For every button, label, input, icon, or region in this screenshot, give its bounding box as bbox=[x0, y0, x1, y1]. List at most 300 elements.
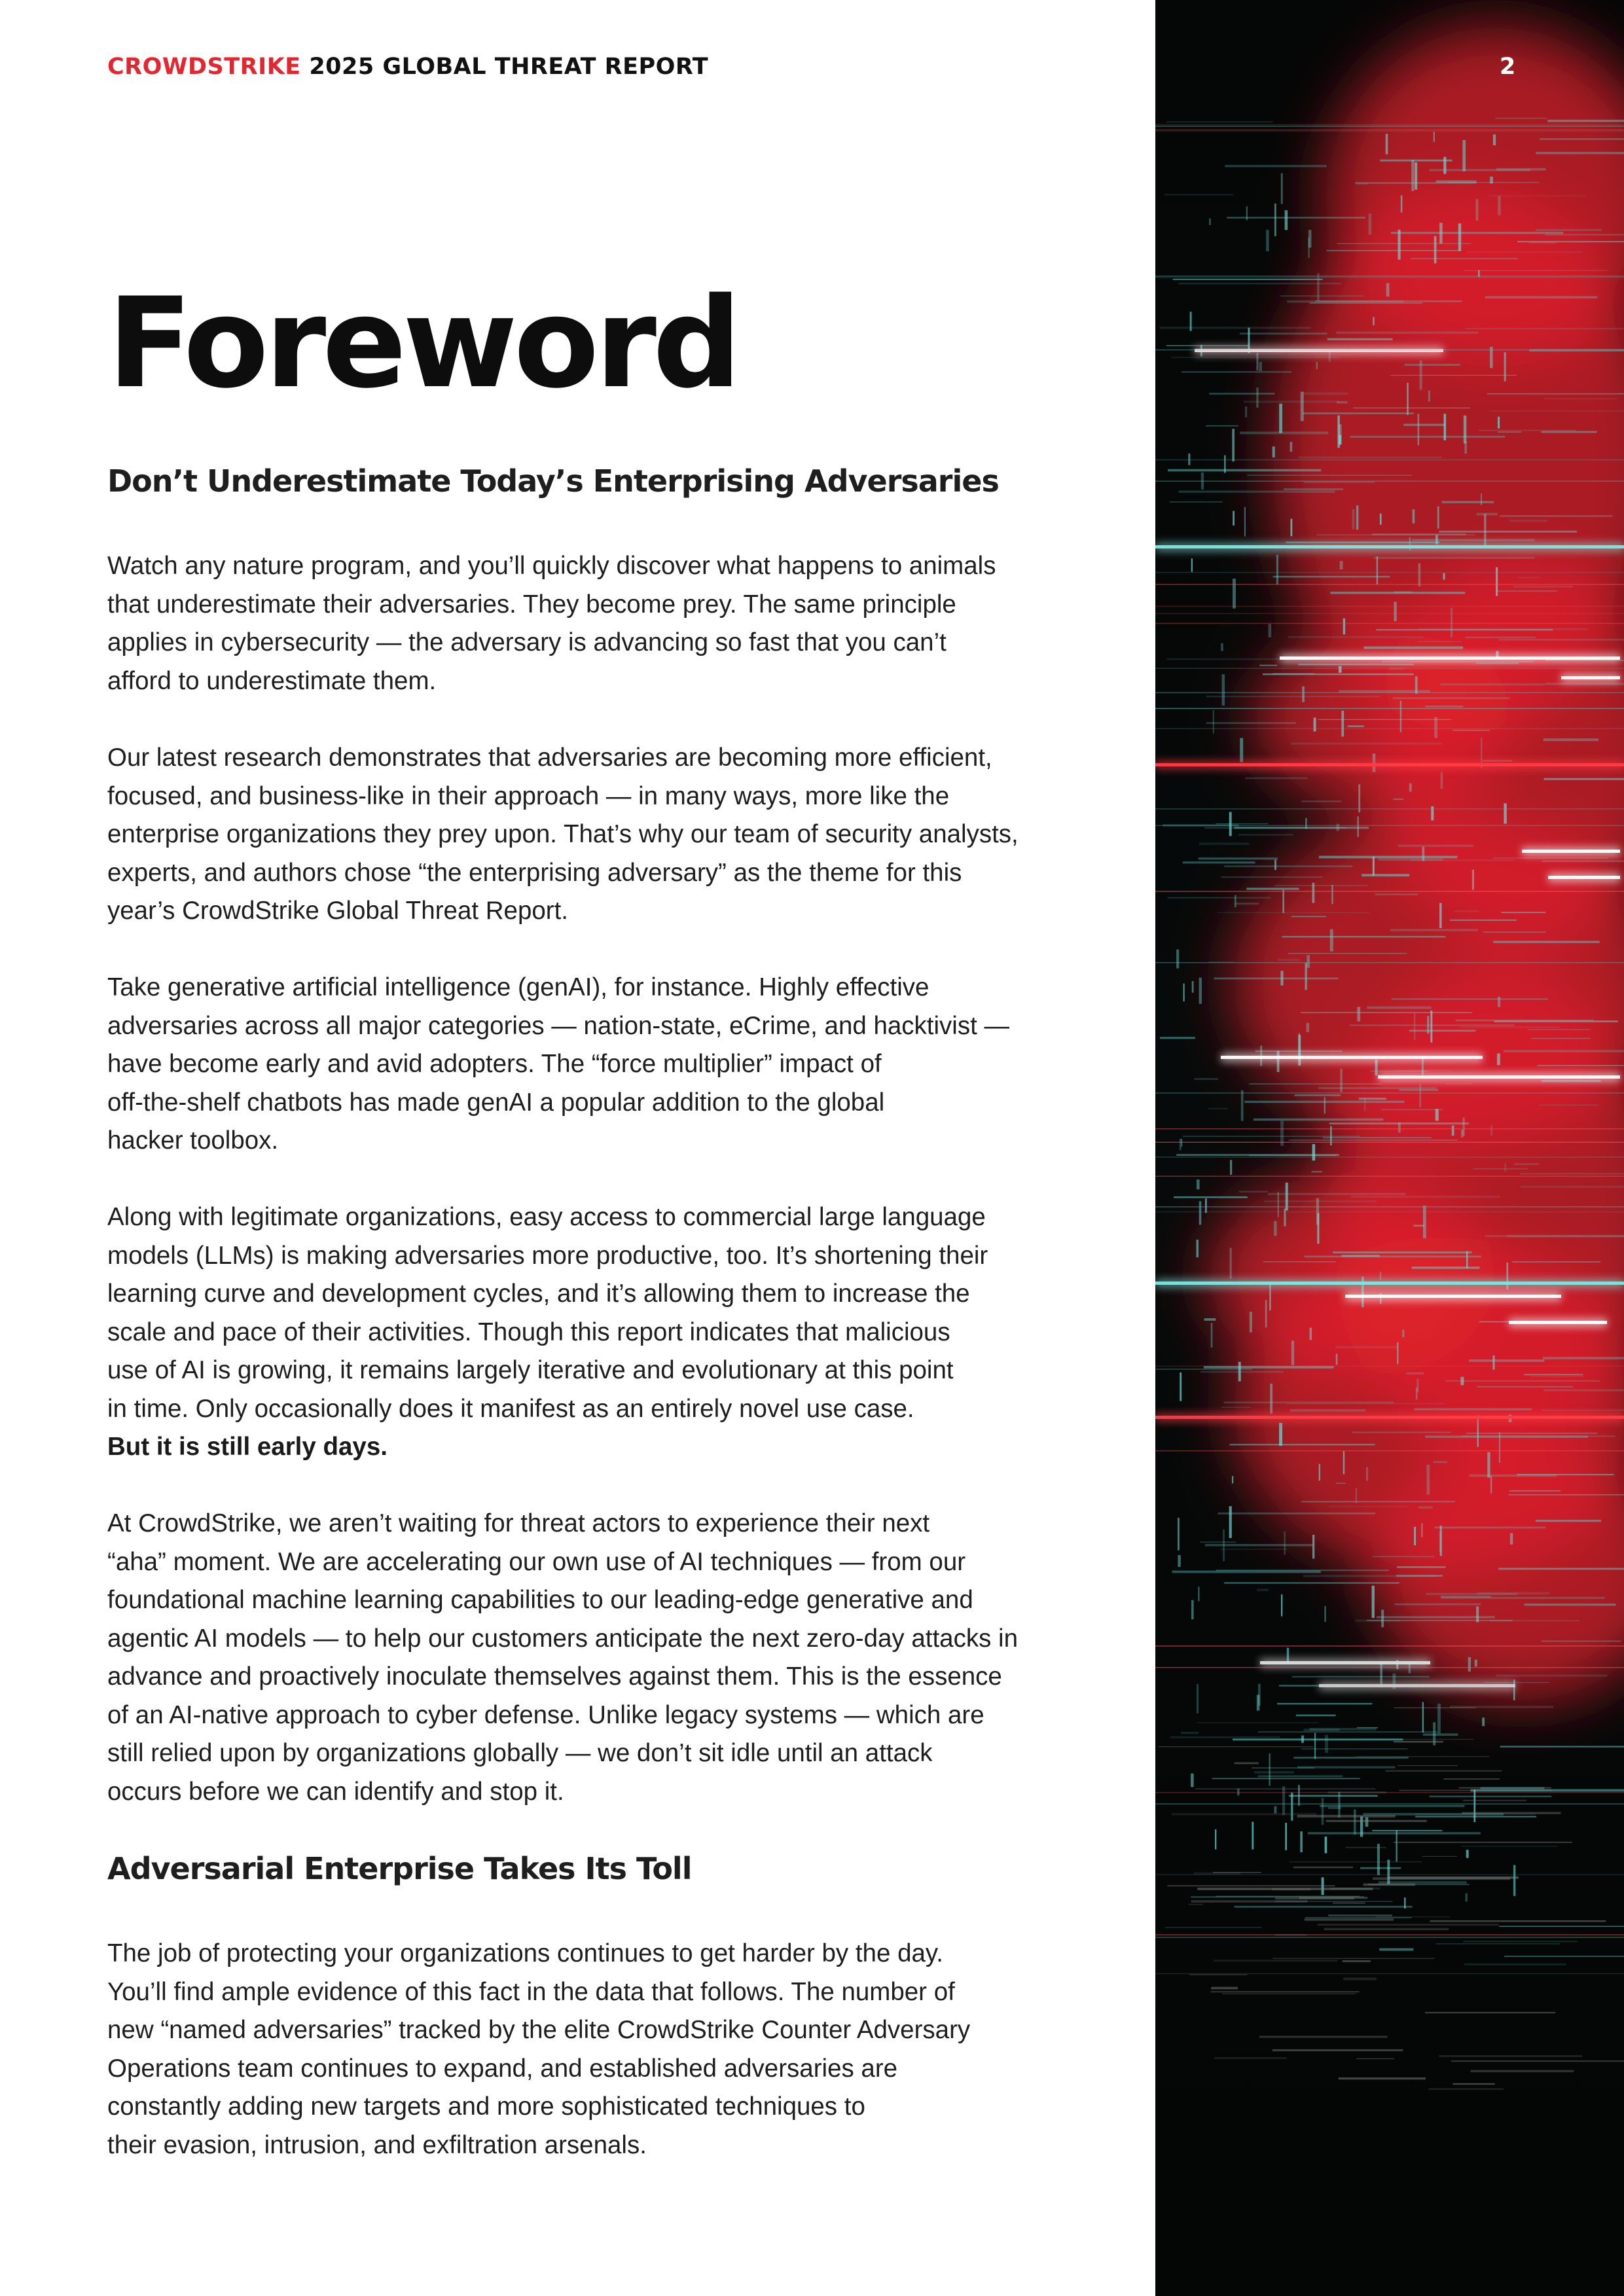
teal-streak bbox=[1493, 941, 1600, 943]
gray-streak bbox=[1463, 1800, 1526, 1801]
teal-streak bbox=[1396, 1070, 1452, 1071]
teal-glyph bbox=[1274, 204, 1276, 236]
teal-glyph bbox=[1197, 1179, 1200, 1189]
teal-glyph bbox=[1419, 1085, 1420, 1107]
guide-line bbox=[1155, 808, 1624, 810]
teal-streak bbox=[1497, 590, 1557, 592]
teal-glyph bbox=[1422, 1702, 1424, 1733]
teal-streak bbox=[1200, 1371, 1284, 1373]
teal-glyph bbox=[1466, 1251, 1468, 1268]
teal-glyph bbox=[1298, 1785, 1299, 1806]
teal-streak bbox=[1301, 1748, 1407, 1749]
teal-streak bbox=[1544, 778, 1624, 780]
teal-glyph bbox=[1300, 1831, 1303, 1852]
teal-streak bbox=[1263, 1261, 1336, 1263]
teal-glyph bbox=[1498, 417, 1500, 429]
teal-glyph bbox=[1235, 895, 1236, 908]
gray-streak bbox=[1191, 1900, 1308, 1902]
teal-streak bbox=[1394, 591, 1412, 593]
light-line bbox=[1280, 656, 1620, 660]
text-line: enterprise organizations they prey upon. That’s why our team of security analysts, bbox=[107, 820, 1019, 848]
teal-streak bbox=[1189, 1904, 1203, 1905]
teal-streak bbox=[1372, 1556, 1434, 1557]
teal-streak bbox=[1490, 1620, 1579, 1621]
teal-streak bbox=[1504, 1956, 1624, 1957]
data-streams-illustration bbox=[1155, 0, 1624, 2296]
teal-streak bbox=[1466, 251, 1583, 252]
teal-streak bbox=[1258, 1731, 1437, 1732]
teal-glyph bbox=[1490, 1125, 1492, 1136]
guide-line bbox=[1155, 606, 1624, 607]
teal-glyph bbox=[1398, 1122, 1401, 1132]
teal-glyph bbox=[1473, 1789, 1475, 1822]
teal-streak bbox=[1412, 539, 1534, 541]
text-line: new “named adversaries” tracked by the elite CrowdStrike Counter Adversary bbox=[107, 2016, 971, 2044]
teal-streak bbox=[1374, 557, 1535, 559]
teal-streak bbox=[1224, 1582, 1399, 1583]
teal-glyph bbox=[1443, 573, 1445, 580]
teal-streak bbox=[1224, 1401, 1394, 1403]
gray-streak bbox=[1425, 2012, 1555, 2013]
teal-glyph bbox=[1250, 1312, 1252, 1333]
text-line: of an AI-native approach to cyber defense. Unlike legacy systems — which are bbox=[107, 1700, 984, 1729]
teal-streak bbox=[1292, 1676, 1430, 1677]
paragraph-llms bbox=[107, 1198, 1076, 1467]
teal-streak bbox=[1166, 121, 1273, 122]
teal-streak bbox=[1418, 641, 1462, 642]
teal-glyph bbox=[1307, 955, 1310, 967]
teal-glyph bbox=[1301, 391, 1304, 421]
teal-streak bbox=[1462, 1435, 1616, 1437]
teal-glyph bbox=[1281, 173, 1283, 204]
teal-streak bbox=[1441, 1596, 1491, 1597]
teal-glyph bbox=[1230, 1160, 1232, 1175]
teal-glyph bbox=[1366, 1467, 1368, 1480]
teal-streak bbox=[1254, 1119, 1383, 1121]
teal-streak bbox=[1498, 1568, 1624, 1570]
teal-streak bbox=[1327, 250, 1462, 251]
teal-glyph bbox=[1308, 238, 1309, 258]
teal-glyph bbox=[1401, 195, 1402, 212]
guide-line bbox=[1155, 728, 1624, 729]
teal-streak bbox=[1263, 673, 1414, 675]
teal-streak bbox=[1352, 1431, 1451, 1433]
text-line: models (LLMs) is making adversaries more productive, too. It’s shortening their bbox=[107, 1241, 988, 1270]
teal-streak bbox=[1327, 338, 1393, 340]
teal-streak bbox=[1264, 1200, 1377, 1202]
teal-streak bbox=[1304, 1256, 1481, 1258]
teal-streak bbox=[1423, 1733, 1458, 1736]
paragraph-nature-program bbox=[107, 547, 1076, 700]
teal-streak bbox=[1360, 1867, 1401, 1869]
teal-streak bbox=[1499, 639, 1624, 640]
teal-streak bbox=[1195, 1078, 1218, 1080]
teal-streak bbox=[1372, 533, 1466, 535]
teal-streak bbox=[1318, 719, 1451, 720]
teal-streak bbox=[1466, 1433, 1598, 1434]
teal-streak bbox=[1182, 371, 1291, 372]
gray-streak bbox=[1394, 1741, 1443, 1742]
teal-glyph bbox=[1394, 601, 1396, 621]
teal-glyph bbox=[1252, 1821, 1254, 1849]
teal-streak bbox=[1498, 431, 1521, 432]
teal-streak bbox=[1540, 138, 1624, 139]
teal-streak bbox=[1287, 300, 1403, 302]
teal-streak bbox=[1301, 1012, 1471, 1013]
guide-line bbox=[1155, 572, 1624, 573]
teal-streak bbox=[1415, 1816, 1536, 1818]
teal-streak bbox=[1483, 931, 1546, 932]
gray-streak bbox=[1326, 1820, 1427, 1822]
gray-streak bbox=[1373, 1877, 1510, 1880]
emphasis-text: But it is still early days. bbox=[107, 1433, 388, 1461]
teal-glyph bbox=[1309, 1328, 1312, 1340]
text-line: foundational machine learning capabilities to our leading-edge generative and bbox=[107, 1586, 973, 1614]
teal-glyph bbox=[1496, 567, 1498, 596]
text-line: Watch any nature program, and you’ll quickly discover what happens to animals bbox=[107, 552, 996, 580]
teal-streak bbox=[1379, 1948, 1413, 1951]
teal-streak bbox=[1225, 165, 1327, 168]
teal-glyph bbox=[1222, 674, 1225, 706]
teal-glyph bbox=[1476, 199, 1479, 221]
text-line: adversaries across all major categories — nation-state, eCrime, and hacktivist — bbox=[107, 1011, 1009, 1040]
teal-streak bbox=[1235, 1906, 1413, 1908]
light-line bbox=[1509, 1321, 1607, 1324]
teal-streak bbox=[1413, 1225, 1424, 1227]
teal-glyph bbox=[1188, 454, 1190, 465]
teal-glyph bbox=[1404, 1897, 1405, 1909]
teal-streak bbox=[1464, 270, 1607, 271]
gray-streak bbox=[1356, 2058, 1394, 2059]
gray-streak bbox=[1214, 1960, 1338, 1962]
gray-streak bbox=[1439, 2055, 1583, 2057]
report-title: 2025 GLOBAL THREAT REPORT bbox=[309, 54, 709, 80]
teal-streak bbox=[1166, 345, 1249, 346]
teal-glyph bbox=[1237, 1789, 1239, 1795]
teal-glyph bbox=[1360, 1816, 1363, 1837]
page-number: 2 bbox=[1499, 54, 1516, 80]
teal-streak bbox=[1238, 834, 1293, 835]
teal-streak bbox=[1209, 393, 1274, 395]
gray-streak bbox=[1159, 1746, 1313, 1747]
teal-glyph bbox=[1441, 772, 1443, 789]
teal-glyph bbox=[1493, 134, 1496, 145]
gray-streak bbox=[1293, 1867, 1353, 1868]
teal-streak bbox=[1289, 1139, 1458, 1141]
teal-glyph bbox=[1372, 1586, 1375, 1618]
text-line: scale and pace of their activities. Though this report indicates that malicious bbox=[107, 1318, 950, 1346]
teal-glyph bbox=[1180, 1139, 1182, 1151]
teal-glyph bbox=[1462, 140, 1466, 171]
teal-streak bbox=[1221, 876, 1323, 878]
gray-streak bbox=[1211, 1987, 1238, 1990]
teal-glyph bbox=[1434, 717, 1437, 738]
teal-streak bbox=[1199, 857, 1278, 859]
teal-streak bbox=[1537, 1065, 1624, 1066]
gray-streak bbox=[1222, 1993, 1356, 1994]
teal-streak bbox=[1174, 1196, 1248, 1198]
teal-streak bbox=[1164, 194, 1234, 195]
teal-glyph bbox=[1291, 1793, 1293, 1821]
teal-streak bbox=[1318, 1087, 1437, 1088]
paragraph-genai bbox=[107, 969, 1076, 1160]
teal-streak bbox=[1257, 1588, 1269, 1591]
teal-streak bbox=[1409, 1030, 1476, 1031]
teal-streak bbox=[1224, 865, 1352, 867]
teal-glyph bbox=[1199, 978, 1202, 1004]
text-line: still relied upon by organizations globally — we don’t sit idle until an attack bbox=[107, 1739, 933, 1767]
teal-streak bbox=[1445, 1380, 1600, 1381]
teal-glyph bbox=[1337, 416, 1340, 448]
teal-streak bbox=[1218, 912, 1370, 913]
text-line: afford to underestimate them. bbox=[107, 666, 437, 695]
teal-streak bbox=[1278, 959, 1300, 961]
teal-streak bbox=[1496, 118, 1547, 119]
guide-line bbox=[1155, 276, 1624, 277]
brand-name: CROWDSTRIKE bbox=[107, 54, 301, 80]
teal-streak bbox=[1301, 1501, 1455, 1502]
teal-streak bbox=[1329, 1506, 1407, 1507]
teal-streak bbox=[1200, 1541, 1236, 1543]
emphasis-line bbox=[107, 1428, 1076, 1467]
teal-streak bbox=[1337, 243, 1471, 244]
teal-glyph bbox=[1510, 1533, 1513, 1544]
teal-glyph bbox=[1336, 1354, 1338, 1365]
teal-glyph bbox=[1279, 1423, 1282, 1446]
guide-line bbox=[1155, 1206, 1624, 1208]
teal-streak bbox=[1514, 1163, 1539, 1164]
teal-streak bbox=[1434, 1461, 1447, 1463]
teal-streak bbox=[1376, 629, 1553, 630]
teal-glyph bbox=[1197, 1240, 1199, 1257]
teal-streak bbox=[1524, 1604, 1615, 1605]
gray-streak bbox=[1428, 2089, 1503, 2090]
light-line bbox=[1155, 1282, 1624, 1285]
guide-line bbox=[1155, 1934, 1624, 1935]
guide-line bbox=[1155, 1092, 1624, 1094]
teal-streak bbox=[1291, 916, 1326, 918]
teal-glyph bbox=[1183, 984, 1185, 1002]
teal-streak bbox=[1165, 1927, 1262, 1928]
teal-streak bbox=[1415, 1408, 1532, 1410]
teal-streak bbox=[1519, 577, 1540, 579]
teal-glyph bbox=[1397, 1342, 1398, 1364]
teal-glyph bbox=[1238, 1362, 1241, 1382]
guide-line bbox=[1155, 708, 1624, 709]
text-line: applies in cybersecurity — the adversary is advancing so fast that you can’t bbox=[107, 628, 947, 656]
teal-streak bbox=[1333, 1251, 1471, 1253]
teal-glyph bbox=[1343, 619, 1345, 635]
teal-glyph bbox=[1396, 1831, 1397, 1862]
teal-glyph bbox=[1460, 1377, 1464, 1386]
guide-line bbox=[1155, 692, 1624, 694]
teal-glyph bbox=[1364, 1098, 1365, 1111]
light-line bbox=[1155, 763, 1624, 766]
gray-streak bbox=[1453, 2083, 1494, 2085]
gray-streak bbox=[1422, 1856, 1457, 1857]
teal-glyph bbox=[1413, 509, 1415, 523]
gray-streak bbox=[1376, 1916, 1451, 1917]
teal-streak bbox=[1295, 1094, 1341, 1096]
teal-streak bbox=[1288, 953, 1407, 954]
teal-glyph bbox=[1358, 784, 1360, 812]
teal-glyph bbox=[1256, 387, 1258, 408]
teal-streak bbox=[1308, 1832, 1481, 1834]
teal-glyph bbox=[1178, 1555, 1180, 1567]
teal-streak bbox=[1521, 1186, 1624, 1188]
teal-streak bbox=[1461, 1846, 1558, 1847]
teal-glyph bbox=[1444, 414, 1447, 440]
teal-glyph bbox=[1274, 859, 1276, 870]
gray-streak bbox=[1193, 1873, 1240, 1874]
teal-glyph bbox=[1180, 1372, 1182, 1401]
gray-streak bbox=[1235, 1763, 1259, 1765]
gray-streak bbox=[1214, 2057, 1287, 2059]
teal-glyph bbox=[1213, 710, 1214, 734]
teal-glyph bbox=[1341, 711, 1344, 737]
teal-glyph bbox=[1463, 1117, 1465, 1136]
teal-glyph bbox=[1205, 1198, 1207, 1213]
gray-streak bbox=[1339, 2077, 1426, 2079]
teal-glyph bbox=[1482, 1717, 1485, 1726]
teal-streak bbox=[1500, 515, 1612, 516]
teal-streak bbox=[1504, 1050, 1624, 1052]
teal-streak bbox=[1492, 857, 1608, 859]
teal-glyph bbox=[1497, 1054, 1500, 1066]
guide-line bbox=[1155, 825, 1624, 827]
text-line: constantly adding new targets and more sophisticated techniques to bbox=[107, 2092, 865, 2121]
teal-glyph bbox=[1490, 1476, 1492, 1494]
light-line bbox=[1561, 676, 1620, 679]
teal-glyph bbox=[1373, 857, 1375, 876]
guide-line bbox=[1155, 668, 1624, 669]
text-line: Our latest research demonstrates that adversaries are becoming more efficient, bbox=[107, 744, 992, 772]
teal-streak bbox=[1296, 1715, 1336, 1717]
gray-streak bbox=[1430, 1920, 1606, 1922]
teal-glyph bbox=[1312, 883, 1315, 903]
light-line bbox=[1221, 1056, 1483, 1059]
teal-glyph bbox=[1398, 230, 1400, 260]
teal-streak bbox=[1411, 258, 1518, 259]
teal-glyph bbox=[1192, 981, 1194, 993]
teal-glyph bbox=[1380, 1272, 1381, 1280]
teal-glyph bbox=[1415, 162, 1417, 190]
teal-glyph bbox=[1407, 383, 1408, 415]
teal-glyph bbox=[1434, 236, 1437, 264]
teal-glyph bbox=[1324, 1097, 1326, 1113]
teal-glyph bbox=[1224, 455, 1225, 473]
guide-line bbox=[1155, 1792, 1624, 1793]
teal-streak bbox=[1246, 888, 1299, 889]
teal-streak bbox=[1445, 1083, 1472, 1084]
teal-glyph bbox=[1266, 230, 1269, 251]
gray-streak bbox=[1394, 1842, 1572, 1843]
teal-glyph bbox=[1233, 579, 1236, 609]
teal-glyph bbox=[1439, 223, 1443, 243]
teal-streak bbox=[1319, 856, 1457, 859]
teal-glyph bbox=[1499, 1432, 1500, 1463]
teal-glyph bbox=[1416, 1388, 1418, 1399]
teal-glyph bbox=[1504, 803, 1506, 823]
teal-glyph bbox=[1409, 783, 1412, 792]
guide-line bbox=[1155, 130, 1624, 131]
teal-glyph bbox=[1305, 818, 1307, 829]
text-line: Take generative artificial intelligence (genAI), for instance. Highly effective bbox=[107, 973, 929, 1001]
teal-streak bbox=[1379, 1881, 1467, 1884]
teal-glyph bbox=[1498, 997, 1500, 1007]
teal-streak bbox=[1529, 242, 1556, 243]
teal-glyph bbox=[1452, 1126, 1454, 1136]
teal-streak bbox=[1499, 1926, 1624, 1927]
teal-streak bbox=[1328, 1914, 1392, 1916]
teal-streak bbox=[1204, 827, 1346, 829]
teal-glyph bbox=[1356, 505, 1358, 529]
teal-glyph bbox=[1434, 132, 1435, 142]
teal-glyph bbox=[1369, 213, 1371, 234]
teal-streak bbox=[1362, 874, 1409, 876]
teal-glyph bbox=[1312, 1144, 1316, 1160]
teal-glyph bbox=[1232, 1476, 1233, 1483]
gray-streak bbox=[1343, 1978, 1377, 1981]
teal-glyph bbox=[1272, 446, 1275, 457]
teal-glyph bbox=[1451, 608, 1452, 637]
teal-glyph bbox=[1256, 353, 1258, 370]
light-line bbox=[1195, 349, 1443, 352]
teal-glyph bbox=[1340, 1069, 1342, 1092]
teal-glyph bbox=[1279, 404, 1282, 433]
text-line: that underestimate their adversaries. They become prey. The same principle bbox=[107, 590, 956, 619]
guide-line bbox=[1155, 459, 1624, 461]
teal-glyph bbox=[1229, 1506, 1232, 1538]
teal-glyph bbox=[1339, 666, 1342, 673]
teal-glyph bbox=[1466, 1893, 1468, 1902]
text-line: hacker toolbox. bbox=[107, 1126, 279, 1155]
teal-streak bbox=[1500, 1746, 1624, 1747]
teal-streak bbox=[1195, 1788, 1375, 1789]
teal-glyph bbox=[1476, 1606, 1479, 1622]
teal-glyph bbox=[1484, 514, 1486, 546]
teal-streak bbox=[1291, 743, 1441, 745]
teal-glyph bbox=[1357, 816, 1358, 836]
teal-glyph bbox=[1458, 223, 1461, 251]
gray-streak bbox=[1398, 1765, 1458, 1766]
teal-streak bbox=[1440, 683, 1545, 685]
teal-streak bbox=[1450, 920, 1517, 921]
teal-streak bbox=[1229, 1444, 1375, 1445]
teal-glyph bbox=[1472, 870, 1474, 890]
teal-glyph bbox=[1377, 556, 1378, 584]
guide-line bbox=[1155, 1937, 1624, 1938]
teal-streak bbox=[1542, 1410, 1624, 1411]
gray-streak bbox=[1259, 2036, 1388, 2037]
guide-line bbox=[1155, 350, 1624, 351]
gray-streak bbox=[1450, 1706, 1553, 1708]
teal-glyph bbox=[1244, 507, 1246, 537]
guide-line bbox=[1155, 1211, 1624, 1213]
guide-line bbox=[1155, 891, 1624, 892]
teal-streak bbox=[1477, 513, 1498, 516]
text-line: in time. Only occasionally does it manifest as an entirely novel use case. bbox=[107, 1394, 914, 1423]
teal-glyph bbox=[1265, 1300, 1267, 1327]
teal-streak bbox=[1168, 897, 1271, 899]
teal-streak bbox=[1170, 501, 1223, 503]
light-line bbox=[1155, 545, 1624, 548]
teal-streak bbox=[1288, 636, 1424, 638]
teal-streak bbox=[1430, 1796, 1552, 1797]
teal-glyph bbox=[1269, 1753, 1270, 1786]
teal-glyph bbox=[1190, 312, 1192, 331]
teal-streak bbox=[1336, 1482, 1346, 1484]
